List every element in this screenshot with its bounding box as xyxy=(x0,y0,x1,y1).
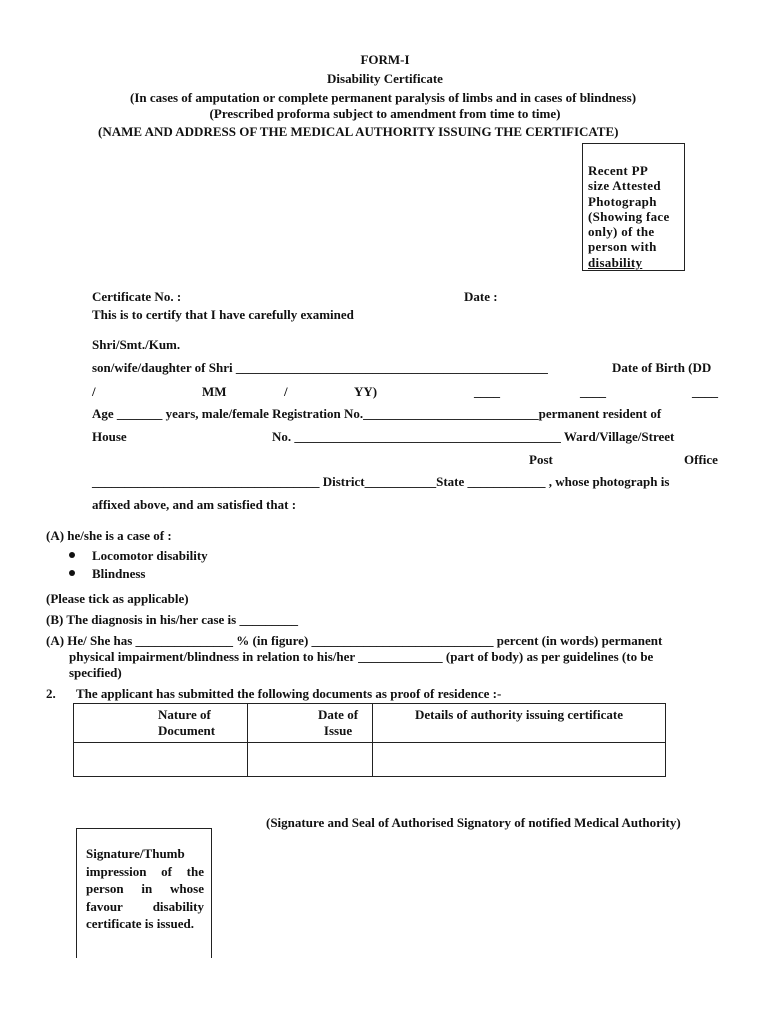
section-2-number: 2. xyxy=(46,686,56,701)
affixed-text: affixed above, and am satisfied that : xyxy=(92,497,297,512)
header-authority-details: Details of authority issuing certificate xyxy=(373,704,666,743)
header-date-of-issue: Date of Issue xyxy=(248,704,373,743)
dob-blank-day: ____ xyxy=(474,384,500,399)
form-subtitle: (In cases of amputation or complete permanent paralysis of limbs and in cases of blindness) xyxy=(130,90,637,105)
option-locomotor: Locomotor disability xyxy=(92,548,208,563)
house-number-line: No. _________________________________________ Ward/Village/Street xyxy=(272,429,675,444)
photograph-instructions: Recent PP size Attested Photograph (Showing face only) of the person with disability xyxy=(588,163,670,270)
diagnosis-line: (B) The diagnosis in his/her case is _________ xyxy=(46,612,298,627)
dob-label: Date of Birth (DD xyxy=(612,360,712,375)
post-label: Post xyxy=(529,452,553,467)
table-cell[interactable] xyxy=(74,743,248,777)
thumb-impression-text: Signature/Thumb impression of the person in whose favour disability certificate is issued. xyxy=(86,846,204,931)
table-row xyxy=(74,743,666,777)
dob-blank-year: ____ xyxy=(692,384,718,399)
table-cell[interactable] xyxy=(373,743,666,777)
table-cell[interactable] xyxy=(248,743,373,777)
proforma-note: (Prescribed proforma subject to amendment from time to time) xyxy=(209,106,561,121)
district-state-line: ___________________________________ District___________State ____________ , whose photograph is xyxy=(92,474,670,489)
section-2-text: The applicant has submitted the following documents as proof of residence :- xyxy=(76,686,502,701)
office-label: Office xyxy=(684,452,718,467)
bullet-icon xyxy=(69,552,75,558)
documents-table xyxy=(73,703,666,777)
case-heading: (A) he/she is a case of : xyxy=(46,528,172,543)
form-title: Disability Certificate xyxy=(327,71,443,86)
dob-slash-1: / xyxy=(92,384,96,399)
bullet-icon xyxy=(69,570,75,576)
impairment-line-2: physical impairment/blindness in relation to his/her _____________ (part of body) as per guidelines (to be xyxy=(69,649,654,664)
dob-slash-2: / xyxy=(284,384,288,399)
impairment-line-3: specified) xyxy=(69,665,122,680)
option-blindness: Blindness xyxy=(92,566,146,581)
tick-note: (Please tick as applicable) xyxy=(46,591,189,606)
date-label: Date : xyxy=(464,289,498,304)
parent-name-field: son/wife/daughter of Shri ________________________________________________ xyxy=(92,360,548,375)
certificate-number-label: Certificate No. : xyxy=(92,289,182,304)
dob-blank-month: ____ xyxy=(580,384,606,399)
authority-signature-caption: (Signature and Seal of Authorised Signatory of notified Medical Authority) xyxy=(266,815,681,830)
intro-text: This is to certify that I have carefully examined xyxy=(92,307,354,322)
header-nature-of-document: Nature of Document xyxy=(74,704,248,743)
age-registration-line: Age _______ years, male/female Registration No.___________________________permanent resident of xyxy=(92,406,662,421)
dob-year: YY) xyxy=(354,384,378,399)
dob-month: MM xyxy=(202,384,227,399)
impairment-line-1: (A) He/ She has _______________ % (in figure) ____________________________ percent (in words) permanent xyxy=(46,633,663,648)
name-label: Shri/Smt./Kum. xyxy=(92,337,181,352)
house-label: House xyxy=(92,429,127,444)
authority-heading: (NAME AND ADDRESS OF THE MEDICAL AUTHORITY ISSUING THE CERTIFICATE) xyxy=(98,124,619,139)
form-number: FORM-I xyxy=(360,52,410,67)
table-header-row xyxy=(74,704,666,743)
